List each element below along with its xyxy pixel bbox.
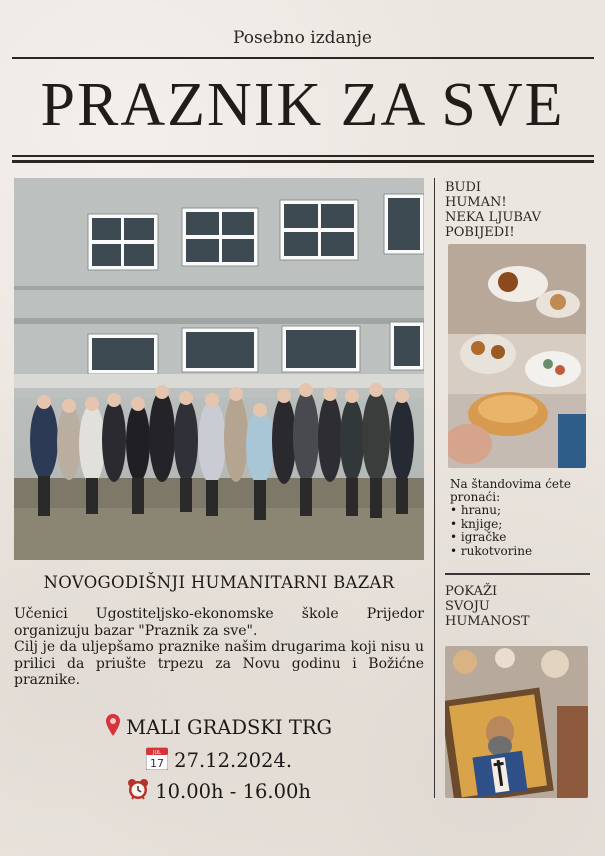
event-description (14, 606, 424, 689)
group-photo (14, 178, 424, 560)
header-rule-top (12, 57, 594, 59)
list-item: • hranu; (450, 504, 590, 518)
slogan-line: POBIJEDI! (445, 225, 515, 240)
header-rule-double-1 (12, 155, 594, 157)
time-text: 10.00h - 16.00h (155, 780, 311, 803)
time-line (14, 778, 424, 805)
call-line: HUMANOST (445, 614, 530, 629)
sidebar-rule (445, 573, 590, 575)
stand-items-list (450, 504, 590, 558)
location-pin-icon (106, 718, 126, 741)
list-item: • igračke (450, 531, 590, 545)
location-text: MALI GRADSKI TRG (126, 716, 333, 739)
stands-intro-line: pronaći: (450, 490, 501, 504)
calendar-month: JUL (153, 750, 161, 756)
list-item: • rukotvorine (450, 545, 590, 559)
kicker: Posebno izdanje (233, 28, 372, 48)
slogan-line: BUDI (445, 180, 482, 195)
description-paragraph: Cilj je da uljepšamo praznike našim drugarima koji nisu u prilici da priušte trpezu za Novu godinu i Božićne praznike. (14, 639, 424, 688)
call-line: SVOJU (445, 599, 490, 614)
call-line: POKAŽI (445, 584, 498, 599)
slogan-line: HUMAN! (445, 195, 507, 210)
sidebar-slogan (445, 180, 595, 240)
description-paragraph: Učenici Ugostiteljsko-ekonomske škole Prijedor organizuju bazar "Praznik za sve". (14, 606, 424, 639)
icon-photo (445, 646, 588, 798)
column-divider (434, 178, 435, 798)
stands-intro-line: Na štandovima ćete (450, 477, 571, 491)
list-item: • knjige; (450, 518, 590, 532)
date-line (14, 746, 424, 775)
page-title: PRAZNIK ZA SVE (40, 71, 565, 139)
calendar-day: 17 (149, 757, 164, 770)
event-subtitle: NOVOGODIŠNJI HUMANITARNI BAZAR (43, 573, 395, 592)
slogan-line: NEKA LJUBAV (445, 210, 542, 225)
pastry-photo (448, 244, 586, 468)
location-line (14, 714, 424, 741)
stands-intro (450, 478, 590, 504)
header-rule-double-2 (12, 160, 594, 163)
date-text: 27.12.2024. (174, 749, 293, 772)
alarm-clock-icon (127, 782, 155, 805)
sidebar-call (445, 584, 595, 629)
calendar-icon (146, 752, 174, 775)
